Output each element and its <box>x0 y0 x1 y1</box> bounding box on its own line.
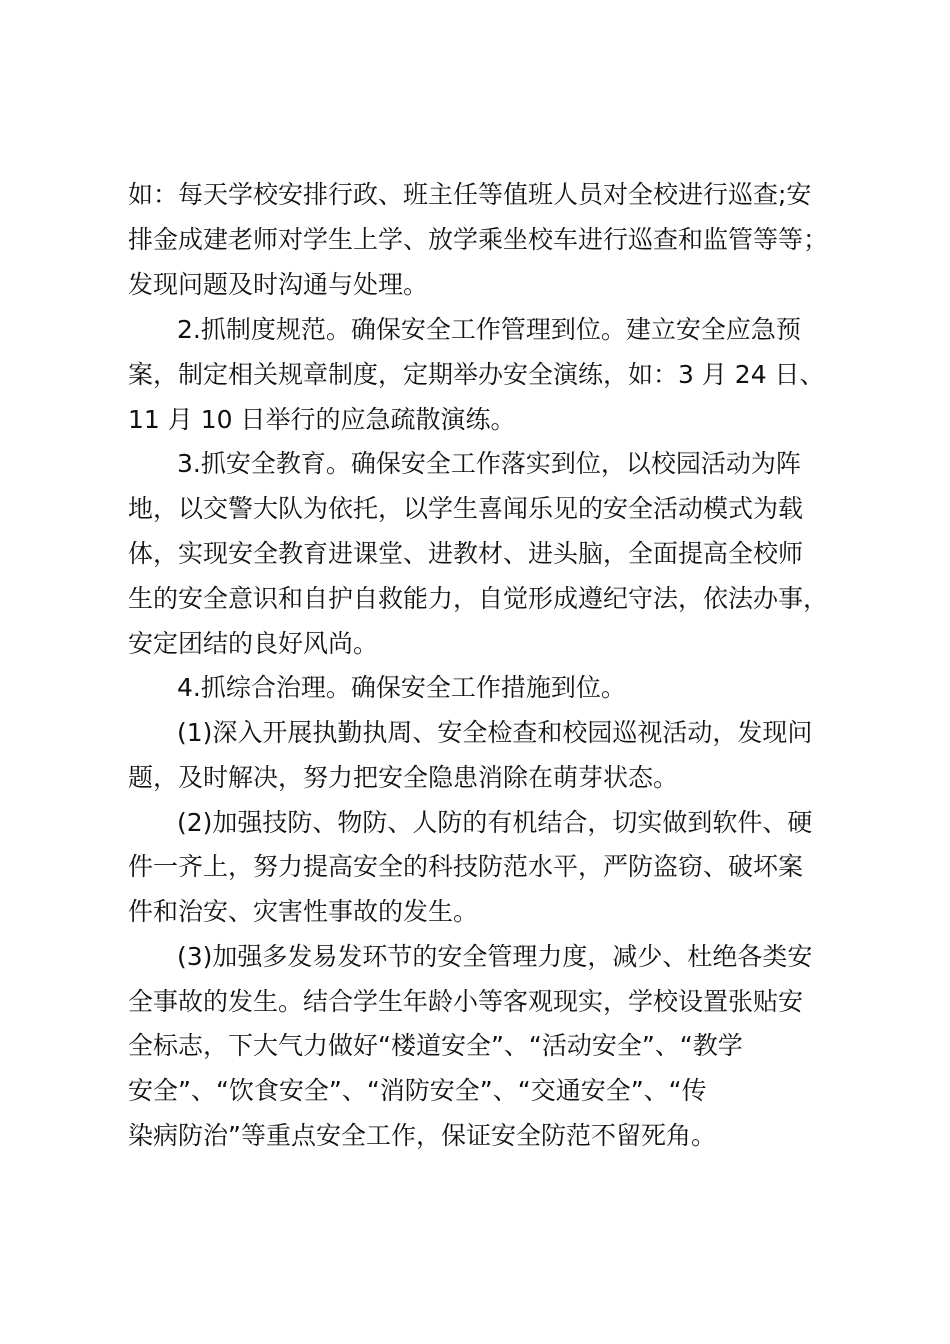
text-line: 发现问题及时沟通与处理。 <box>128 270 429 299</box>
text-line: 件一齐上，努力提高安全的科技防范水平，严防盗窃、破坏案 <box>128 852 804 881</box>
text-line: 题，及时解决，努力把安全隐患消除在萌芽状态。 <box>128 763 679 792</box>
text-line: 安全”、“饮食安全”、“消防安全”、“交通安全”、“传 <box>128 1076 707 1105</box>
text-line: 4.抓综合治理。确保安全工作措施到位。 <box>177 673 626 702</box>
text-line: 如：每天学校安排行政、班主任等值班人员对全校进行巡查;安 <box>128 180 812 209</box>
text-line: 生的安全意识和自护自救能力，自觉形成遵纪守法，依法办事， <box>128 584 829 613</box>
text-line: 排金成建老师对学生上学、放学乘坐校车进行巡查和监管等等； <box>128 225 829 254</box>
text-line: 件和治安、灾害性事故的发生。 <box>128 897 479 926</box>
text-line: 染病防治”等重点安全工作，保证安全防范不留死角。 <box>128 1121 716 1150</box>
text-line: 3.抓安全教育。确保安全工作落实到位，以校园活动为阵 <box>177 449 801 478</box>
text-line: 全事故的发生。结合学生年龄小等客观现实，学校设置张贴安 <box>128 987 804 1016</box>
text-line: 安定团结的良好风尚。 <box>128 629 379 658</box>
text-line: 2.抓制度规范。确保安全工作管理到位。建立安全应急预 <box>177 315 801 344</box>
text-line: 11 月 10 日举行的应急疏散演练。 <box>128 405 516 434</box>
text-line: (1)深入开展执勤执周、安全检查和校园巡视活动，发现问 <box>177 718 813 747</box>
text-line: (3)加强多发易发环节的安全管理力度，减少、杜绝各类安 <box>177 942 813 971</box>
text-line: 体，实现安全教育进课堂、进教材、进头脑，全面提高全校师 <box>128 539 804 568</box>
text-line: 地，以交警大队为依托，以学生喜闻乐见的安全活动模式为载 <box>128 494 804 523</box>
text-line: (2)加强技防、物防、人防的有机结合，切实做到软件、硬 <box>177 808 813 837</box>
text-line: 全标志，下大气力做好“楼道安全”、“活动安全”、“教学 <box>128 1031 743 1060</box>
text-line: 案，制定相关规章制度，定期举办安全演练，如：3 月 24 日、 <box>128 360 825 389</box>
